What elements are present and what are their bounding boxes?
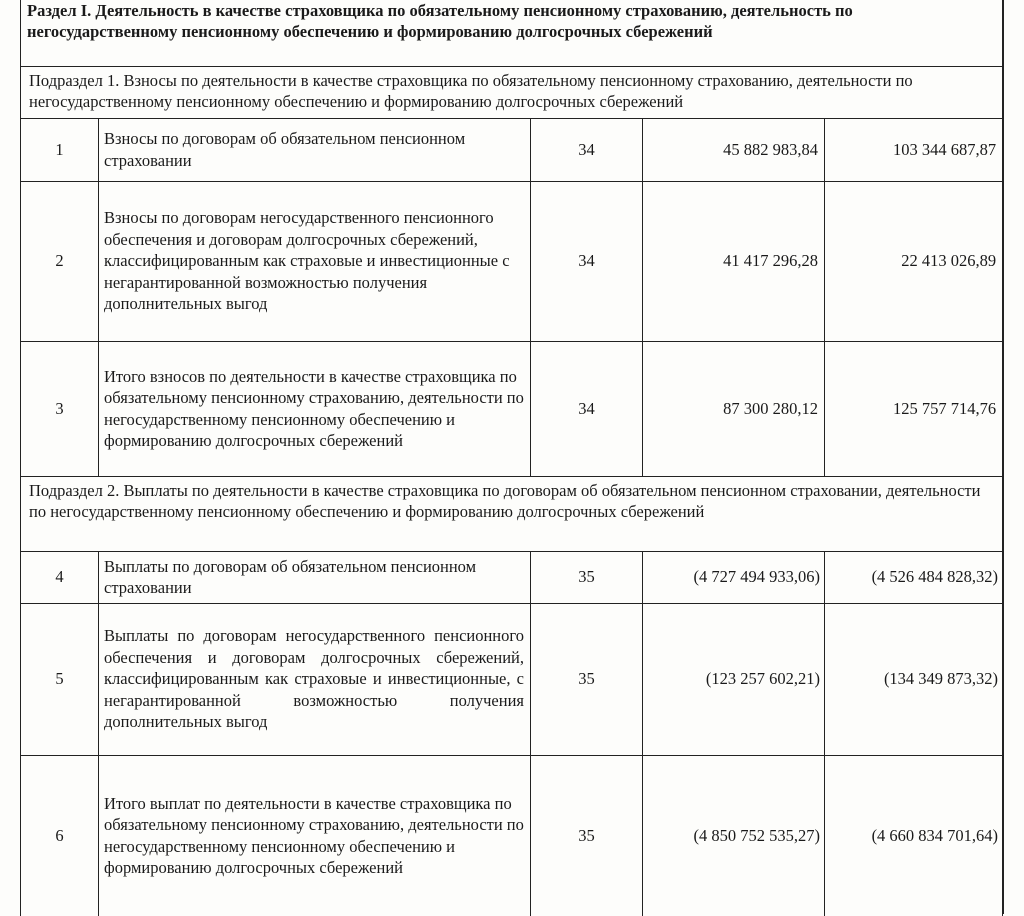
previous-period-value: (134 349 873,32)	[825, 603, 1003, 755]
current-period-value: (123 257 602,21)	[643, 603, 825, 755]
subsection-header-row	[21, 476, 1003, 551]
subsection-1-title: Подраздел 1. Взносы по деятельности в качестве страховщика по обязательному пенсионному страхованию, деятельности по негосударственному пенсионному обеспечению и формированию долгосрочных сбережений	[21, 66, 1003, 118]
previous-period-value: (4 526 484 828,32)	[825, 551, 1003, 603]
previous-period-value: 125 757 714,76	[825, 341, 1003, 476]
section-header-row	[21, 0, 1003, 66]
current-period-value: (4 727 494 933,06)	[643, 551, 825, 603]
row-description: Взносы по договорам негосударственного пенсионного обеспечения и договорам долгосрочных сбережений, классифицированным как страховые и инвестиционные с негарантированной возможностью получения дополнительных выгод	[99, 181, 531, 341]
section-title: Раздел I. Деятельность в качестве страховщика по обязательному пенсионному страхованию, деятельность по негосударственному пенсионному обеспечению и формированию долгосрочных сбережений	[21, 0, 1003, 66]
row-description: Итого выплат по деятельности в качестве страховщика по обязательному пенсионному страхованию, деятельности по негосударственному пенсионному обеспечению и формированию долгосрочных сбережений	[99, 755, 531, 916]
row-number: 3	[21, 341, 99, 476]
current-period-value: (4 850 752 535,27)	[643, 755, 825, 916]
row-description: Взносы по договорам об обязательном пенсионном страховании	[99, 118, 531, 181]
subsection-header-row	[21, 66, 1003, 118]
previous-period-value: (4 660 834 701,64)	[825, 755, 1003, 916]
current-period-value: 45 882 983,84	[643, 118, 825, 181]
row-number: 1	[21, 118, 99, 181]
row-description: Выплаты по договорам об обязательном пенсионном страховании	[99, 551, 531, 603]
report-table	[20, 0, 1003, 916]
table-row	[21, 551, 1003, 603]
row-number: 4	[21, 551, 99, 603]
row-number: 6	[21, 755, 99, 916]
subsection-2-title: Подраздел 2. Выплаты по деятельности в качестве страховщика по договорам об обязательном пенсионном страховании, деятельности по негосударственному пенсионному обеспечению и формированию долгосрочных сбережений	[21, 476, 1003, 551]
row-description: Итого взносов по деятельности в качестве страховщика по обязательному пенсионному страхованию, деятельности по негосударственному пенсионному обеспечению и формированию долгосрочных сбережений	[99, 341, 531, 476]
previous-period-value: 22 413 026,89	[825, 181, 1003, 341]
row-number: 2	[21, 181, 99, 341]
current-period-value: 87 300 280,12	[643, 341, 825, 476]
current-period-value: 41 417 296,28	[643, 181, 825, 341]
table-row	[21, 181, 1003, 341]
note-ref: 35	[531, 755, 643, 916]
previous-period-value: 103 344 687,87	[825, 118, 1003, 181]
table-row	[21, 118, 1003, 181]
note-ref: 34	[531, 118, 643, 181]
note-ref: 35	[531, 551, 643, 603]
table-row	[21, 341, 1003, 476]
table-row	[21, 755, 1003, 916]
row-description: Выплаты по договорам негосударственного пенсионного обеспечения и договорам долгосрочных сбережений, классифицированным как страховые и инвестиционные, с негарантированной возможностью получения дополнительных выгод	[99, 603, 531, 755]
row-number: 5	[21, 603, 99, 755]
note-ref: 35	[531, 603, 643, 755]
note-ref: 34	[531, 181, 643, 341]
note-ref: 34	[531, 341, 643, 476]
table-row	[21, 603, 1003, 755]
